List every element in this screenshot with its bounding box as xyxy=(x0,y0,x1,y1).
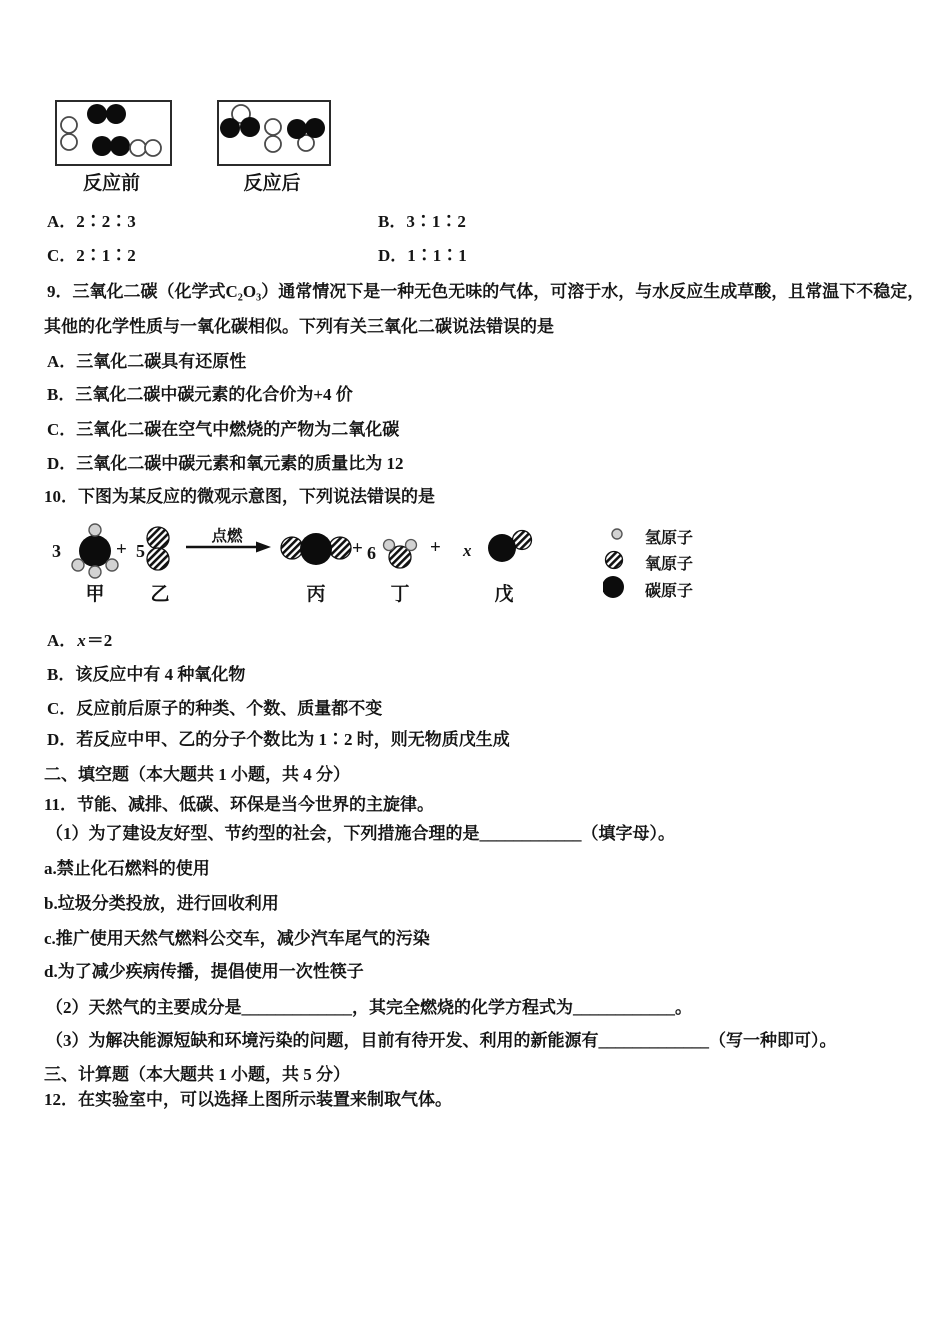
substance-label-yi: 乙 xyxy=(150,584,170,605)
oxygen-molecule xyxy=(265,119,281,152)
q11-item-b: b.垃圾分类投放，进行回收利用 xyxy=(44,894,279,913)
reaction-equation-diagram xyxy=(46,518,591,610)
reaction-after-diagram xyxy=(217,100,331,166)
q11-item-c: c.推广使用天然气燃料公交车，减少汽车尾气的污染 xyxy=(44,929,430,948)
substance-label-ding: 丁 xyxy=(390,584,410,605)
molecule-jia-methane xyxy=(72,524,118,578)
black-molecule-top xyxy=(87,104,126,124)
q11-part1: （1）为了建设友好型、节约型的社会，下列措施合理的是____________（填字母）。 xyxy=(46,824,675,843)
triatomic-molecule-right xyxy=(287,118,325,151)
carbon-atom xyxy=(300,533,332,565)
q11-item-d: d.为了减少疾病传播，提倡使用一次性筷子 xyxy=(44,962,364,981)
q8-option-a: A．2∶2∶3 xyxy=(47,212,136,231)
q10-option-b: B．该反应中有 4 种氧化物 xyxy=(47,665,246,684)
plus-sign: + xyxy=(430,537,441,558)
molecule-wu-co xyxy=(488,531,532,563)
q9-option-d: D．三氧化二碳中碳元素和氧元素的质量比为 12 xyxy=(47,454,404,473)
hydrogen-atom xyxy=(406,540,417,551)
q11-item-a: a.禁止化石燃料的使用 xyxy=(44,859,210,878)
substance-label-wu: 戊 xyxy=(494,584,514,605)
q9-option-a: A．三氧化二碳具有还原性 xyxy=(47,352,247,371)
ignite-arrow xyxy=(186,526,271,553)
coefficient-ding: 6 xyxy=(367,543,376,563)
hydrogen-atom xyxy=(106,559,118,571)
q10-option-a xyxy=(47,631,112,651)
q8-option-d: D．1∶1∶1 xyxy=(378,246,467,265)
q11-part3: （3）为解决能源短缺和环境污染的问题，目前有待开发、利用的新能源有_____________（写一种即可）。 xyxy=(46,1031,837,1050)
substance-label-jia: 甲 xyxy=(85,584,105,605)
q11-part2: （2）天然气的主要成分是_____________，其完全燃烧的化学方程式为____________。 xyxy=(46,998,692,1017)
legend-oxygen-label: 氧原子 xyxy=(645,556,694,573)
molecule-bing-co2 xyxy=(281,533,351,565)
q8-option-b: B．3∶1∶2 xyxy=(378,212,466,231)
reaction-before-diagram xyxy=(55,100,172,166)
q11-stem: 11．节能、减排、低碳、环保是当今世界的主旋律。 xyxy=(44,795,435,814)
q8-option-c: C．2∶1∶2 xyxy=(47,246,136,265)
before-reaction-label: 反应前 xyxy=(82,173,140,194)
variable-x: x xyxy=(77,631,86,650)
molecule-yi-oxygen xyxy=(147,527,169,570)
oxygen-molecule xyxy=(61,117,77,150)
carbon-atom xyxy=(488,534,516,562)
q10-option-c: C．反应前后原子的种类、个数、质量都不变 xyxy=(47,699,383,718)
q12-stem: 12．在实验室中，可以选择上图所示装置来制取气体。 xyxy=(44,1090,452,1109)
q10-option-a-post: ＝2 xyxy=(86,631,113,650)
after-reaction-label: 反应后 xyxy=(243,173,301,194)
triatomic-molecule-left xyxy=(220,105,260,138)
reaction-after-molecules xyxy=(219,102,325,160)
substance-label-bing: 丙 xyxy=(306,584,326,605)
carbon-atom-icon xyxy=(603,576,624,598)
oxygen-atom xyxy=(329,537,351,559)
q9-option-b: B．三氧化二碳中碳元素的化合价为+4 价 xyxy=(47,385,353,404)
oxygen-atom xyxy=(147,527,169,549)
legend-hydrogen-label: 氢原子 xyxy=(645,530,694,547)
plus-sign: + xyxy=(116,539,127,560)
hydrogen-atom-icon xyxy=(612,529,622,539)
white-molecule-right xyxy=(130,140,161,156)
oxygen-atom-icon xyxy=(606,552,623,569)
hydrogen-atom xyxy=(384,540,395,551)
legend-carbon-label: 碳原子 xyxy=(645,583,694,600)
q10-stem: 10．下图为某反应的微观示意图，下列说法错误的是 xyxy=(44,487,435,506)
oxygen-atom xyxy=(147,548,169,570)
coefficient-yi: 5 xyxy=(136,541,145,561)
q10-option-a-pre: A． xyxy=(47,631,77,650)
oxygen-atom xyxy=(281,537,303,559)
black-molecule-bottom xyxy=(92,136,130,156)
ignite-condition-label: 点燃 xyxy=(211,528,243,545)
section3-heading: 三、计算题（本大题共 1 小题，共 5 分） xyxy=(44,1065,350,1084)
hydrogen-atom xyxy=(72,559,84,571)
q9-option-c: C．三氧化二碳在空气中燃烧的产物为二氧化碳 xyxy=(47,420,400,439)
section2-heading: 二、填空题（本大题共 1 小题，共 4 分） xyxy=(44,765,350,784)
hydrogen-atom xyxy=(89,566,101,578)
coefficient-wu-x: x xyxy=(463,541,472,560)
coefficient-jia: 3 xyxy=(52,541,61,561)
reaction-before-molecules xyxy=(57,102,166,160)
molecule-ding-water xyxy=(384,540,417,569)
q10-option-d: D．若反应中甲、乙的分子个数比为 1∶2 时，则无物质戊生成 xyxy=(47,730,510,749)
q9-stem-line1: 9．三氧化二碳（化学式C₂O₃）通常情况下是一种无色无味的气体，可溶于水，与水反应生成草酸，且常温下不稳定， xyxy=(47,282,925,301)
plus-sign: + xyxy=(352,538,363,559)
q9-stem-line2: 其他的化学性质与一氧化碳相似。下列有关三氧化二碳说法错误的是 xyxy=(44,317,554,336)
hydrogen-atom xyxy=(89,524,101,536)
